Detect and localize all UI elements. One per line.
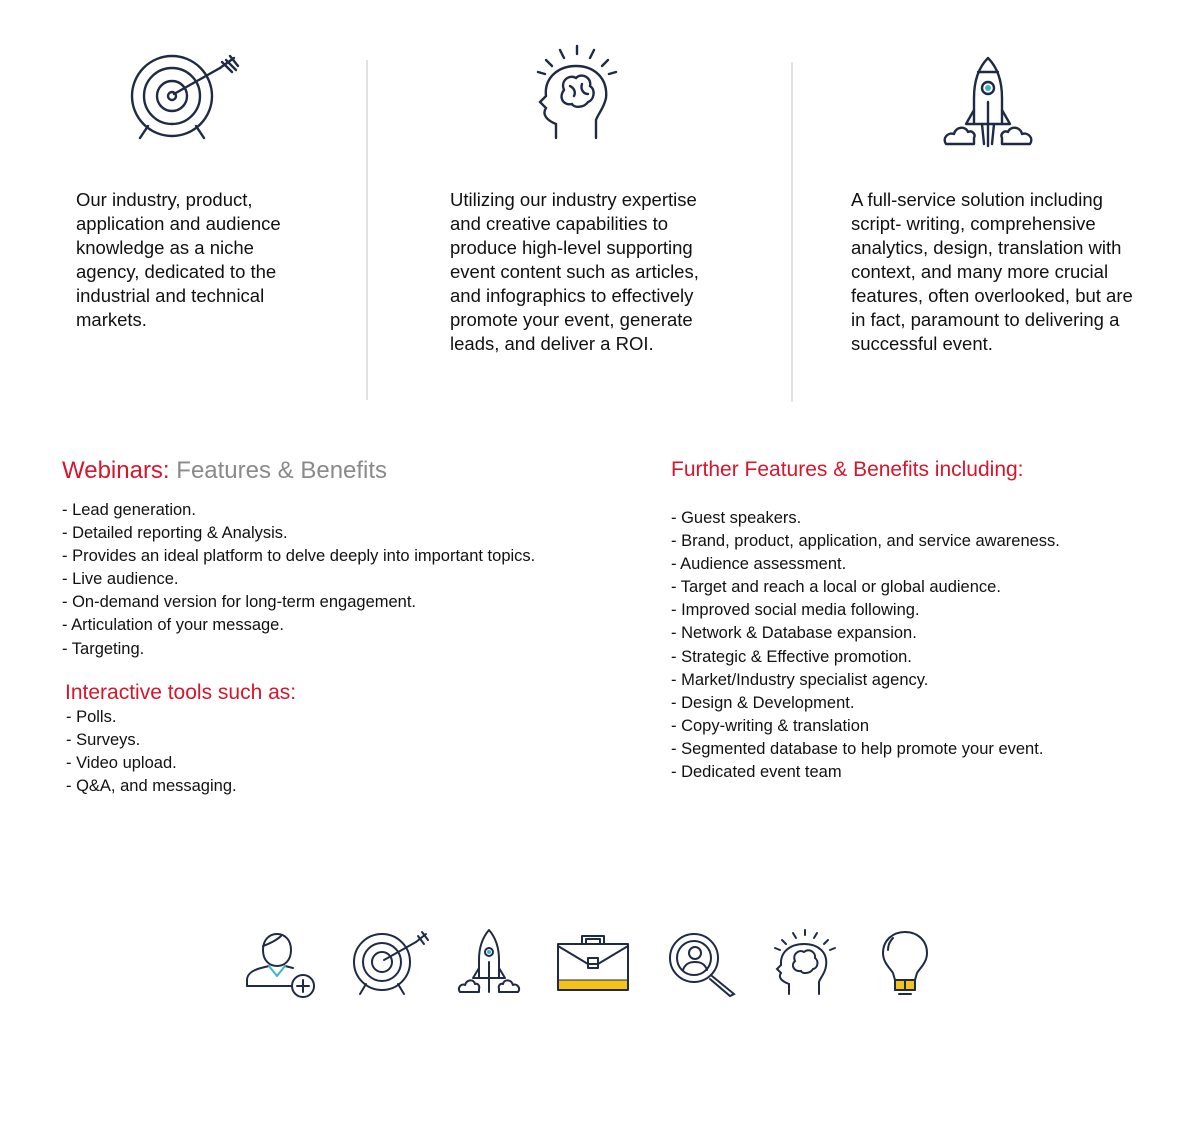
list-item: - Targeting. <box>62 639 145 658</box>
list-item: - Video upload. <box>66 754 177 773</box>
list-item: - Polls. <box>66 708 117 726</box>
list-item: - Live audience. <box>62 570 179 589</box>
webinars-list <box>62 499 535 661</box>
webinars-heading <box>62 456 387 486</box>
list-item: - Strategic & Effective promotion. <box>671 647 912 666</box>
column-text-audience: Our industry, product, application and audience knowledge as a niche agency, dedicated to the industrial and technical markets. <box>76 189 281 330</box>
list-item: - Audience assessment. <box>671 555 847 574</box>
brain-head-icon <box>772 928 838 1001</box>
add-user-icon <box>245 928 317 1005</box>
list-item: - Design & Development. <box>671 693 855 712</box>
list-item: - Network & Database expansion. <box>671 624 917 643</box>
list-item: - Brand, product, application, and service awareness. <box>671 532 1060 551</box>
brain-head-icon <box>534 44 620 140</box>
target-icon <box>352 928 430 1001</box>
webinars-heading-red: Webinars: <box>62 457 170 484</box>
rocket-icon <box>940 54 1036 150</box>
search-person-icon <box>668 932 740 1003</box>
list-item: - Surveys. <box>66 731 141 750</box>
list-item: - Detailed reporting & Analysis. <box>62 524 288 543</box>
list-item: - Dedicated event team <box>671 763 842 782</box>
column-divider <box>791 62 793 402</box>
list-item: - Market/Industry specialist agency. <box>671 670 929 689</box>
list-item: - Lead generation. <box>62 501 196 519</box>
column-text-full-service: A full-service solution including script- writing, comprehensive analytics, design, translation with context, and many more crucial features, often overlooked, but are in fact, paramount to delivering a successful event. <box>851 189 1133 354</box>
list-item: - Articulation of your message. <box>62 616 284 635</box>
interactive-tools-heading: Interactive tools such as: <box>65 681 297 704</box>
further-features-list <box>671 507 1060 784</box>
column-divider <box>366 60 368 400</box>
list-item: - Provides an ideal platform to delve deeply into important topics. <box>62 547 536 566</box>
interactive-tools-list <box>66 706 237 798</box>
further-features-heading: Further Features & Benefits including: <box>671 458 1024 481</box>
list-item: - Segmented database to help promote your event. <box>671 739 1044 758</box>
column-text-content: Utilizing our industry expertise and creative capabilities to produce high-level supporting event content such as articles, and infographics to effectively promote your event, generate leads, and deliver a ROI. <box>450 189 699 354</box>
target-icon <box>126 52 242 142</box>
list-item: - On-demand version for long-term engagement. <box>62 593 417 612</box>
list-item: - Copy-writing & translation <box>671 716 870 735</box>
lightbulb-icon <box>878 928 932 1001</box>
briefcase-icon <box>556 934 630 997</box>
list-item: - Improved social media following. <box>671 601 920 620</box>
webinars-heading-grey: Features & Benefits <box>169 457 388 484</box>
rocket-icon <box>456 928 522 1001</box>
bottom-icon-row <box>0 928 1200 1000</box>
list-item: - Q&A, and messaging. <box>66 777 237 796</box>
list-item: - Target and reach a local or global audience. <box>671 578 1001 597</box>
list-item: - Guest speakers. <box>671 509 802 527</box>
